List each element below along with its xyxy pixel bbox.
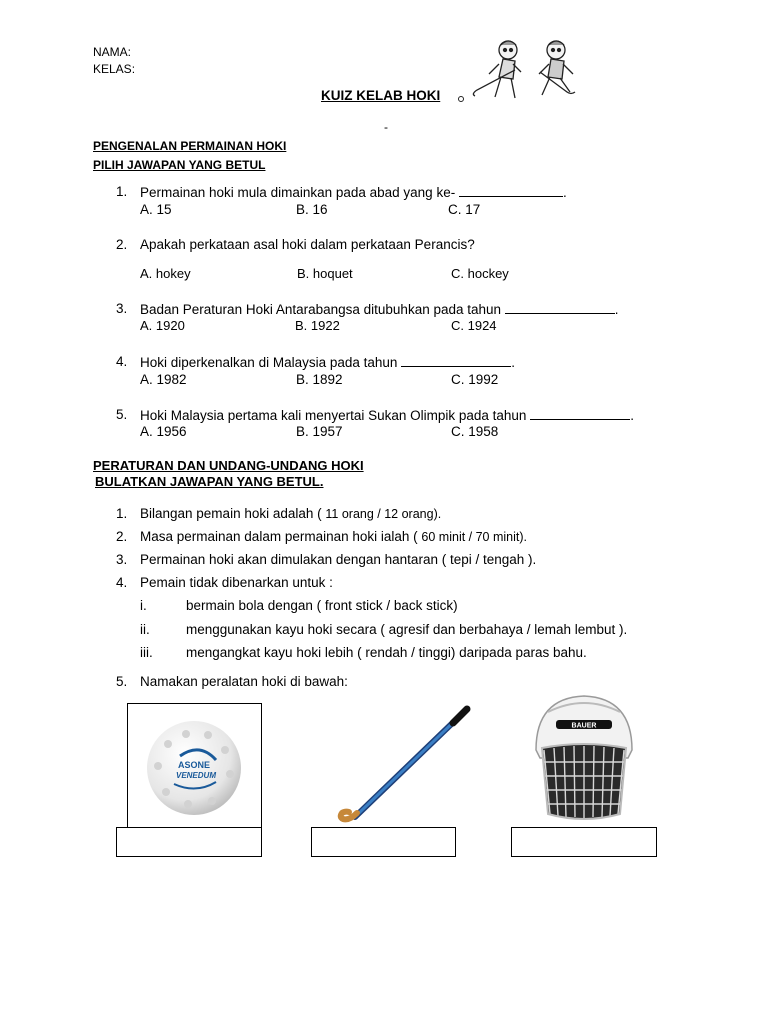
ball-image-frame bbox=[127, 703, 262, 829]
ball-model-text: VENEDUM bbox=[175, 771, 217, 780]
nama-label: NAMA: bbox=[93, 45, 132, 59]
kelas-label: KELAS: bbox=[93, 62, 136, 76]
helmet-brand-text: BAUER bbox=[571, 722, 597, 730]
section2-instruction: BULATKAN JAWAPAN YANG BETUL. bbox=[95, 474, 324, 489]
hockey-ball-icon bbox=[128, 704, 261, 828]
answer-box-helmet[interactable] bbox=[511, 827, 657, 857]
hockey-helmet-icon bbox=[528, 690, 640, 825]
page-title: KUIZ KELAB HOKI bbox=[321, 88, 441, 103]
ball-brand-text: ASONE bbox=[177, 760, 211, 770]
hockey-stick-icon bbox=[335, 703, 475, 828]
answer-box-ball[interactable] bbox=[116, 827, 262, 857]
section1-heading: PENGENALAN PERMAINAN HOKI bbox=[93, 139, 287, 153]
answer-box-stick[interactable] bbox=[311, 827, 456, 857]
section2-heading: PERATURAN DAN UNDANG-UNDANG HOKI bbox=[93, 458, 364, 473]
section1-instruction: PILIH JAWAPAN YANG BETUL bbox=[93, 158, 266, 172]
hockey-players-cartoon-icon bbox=[455, 36, 595, 106]
dash-mark: - bbox=[384, 120, 388, 134]
